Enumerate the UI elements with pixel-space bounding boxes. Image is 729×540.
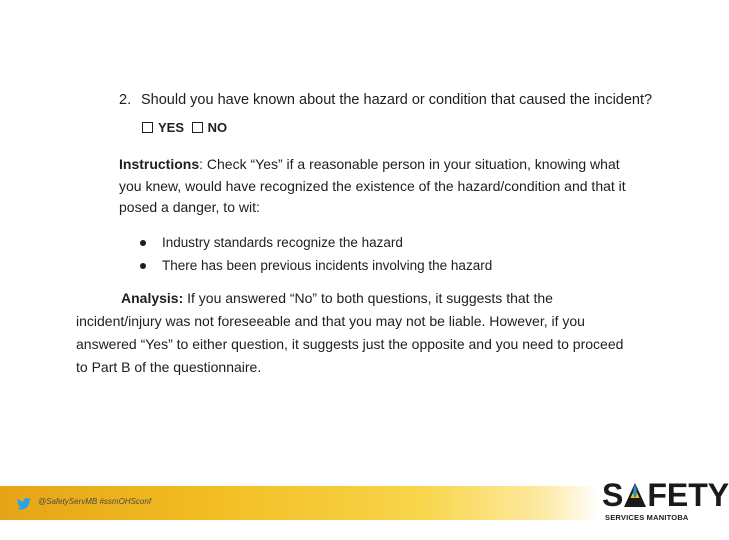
twitter-bird-icon: [16, 498, 32, 510]
list-item: [140, 231, 492, 254]
bullet-text: Industry standards recognize the hazard: [162, 235, 403, 250]
yes-checkbox[interactable]: [142, 122, 153, 133]
bullet-text: There has been previous incidents involving the hazard: [162, 258, 493, 273]
list-item: [140, 254, 492, 277]
analysis-label: Analysis:: [121, 290, 184, 306]
logo-word-start: S: [602, 477, 624, 513]
instructions-label: Instructions: [119, 156, 200, 172]
bullet-icon: [140, 240, 146, 246]
footer-band: [0, 486, 600, 520]
criteria-list: [140, 231, 492, 277]
logo-triangle-icon: [623, 482, 647, 508]
analysis-text: If you answered “No” to both questions, it suggests that the incident/injury was not foreseeable and that you may not be liable. However, if you answered “Yes” to either question, it suggests just the opposite and you need to proceed to Part B of the questionnaire.: [76, 290, 624, 375]
analysis-paragraph: [76, 287, 636, 379]
answer-options: [142, 120, 227, 135]
no-checkbox[interactable]: [192, 122, 203, 133]
logo-wordmark: [602, 478, 729, 512]
bullet-icon: [140, 263, 146, 269]
yes-label: YES: [158, 120, 185, 135]
safety-services-manitoba-logo: [602, 477, 729, 524]
no-label: NO: [207, 120, 228, 135]
logo-subtitle: SERVICES MANITOBA: [605, 513, 689, 522]
question-number: 2.: [119, 92, 132, 108]
logo-word-end: FETY: [647, 477, 729, 513]
logo-a-mark: [623, 480, 647, 506]
instructions-paragraph: [119, 154, 639, 219]
question-line: [119, 92, 652, 108]
question-text: Should you have known about the hazard or condition that caused the incident?: [141, 92, 653, 108]
footer-handle: @SafetyServMB #ssmOHSconf: [38, 497, 152, 506]
instructions-text: : Check “Yes” if a reasonable person in your situation, knowing what you knew, would have recognized the existence of the hazard/condition and that it posed a danger, to wit:: [119, 156, 626, 215]
